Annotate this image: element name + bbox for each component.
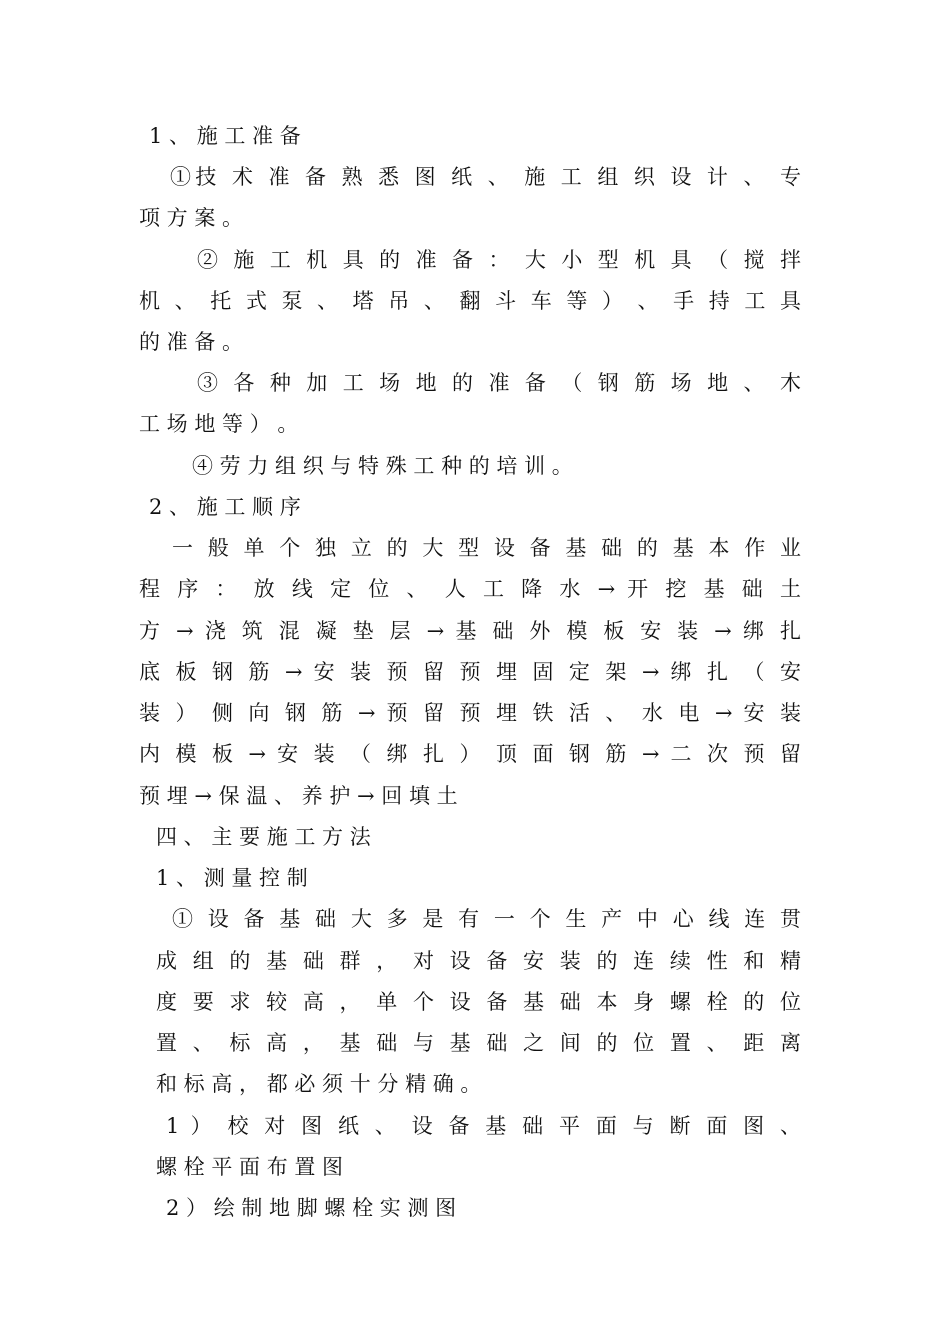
- paragraph-line: ④ 劳 力 组 织 与 特 殊 工 种 的 培 训 。: [192, 454, 573, 478]
- heading-construction-preparation: 1 、 施 工 准 备: [149, 124, 301, 148]
- paragraph-line: 装 ） 侧 向 钢 筋 → 预 留 预 埋 铁 活 、 水 电 → 安 装: [139, 701, 801, 725]
- paragraph-line: 置 、 标 高 ， 基 础 与 基 础 之 间 的 位 置 、 距 离: [156, 1031, 801, 1055]
- paragraph-line: 和 标 高 ， 都 必 须 十 分 精 确 。: [156, 1072, 482, 1096]
- paragraph-line: 的 准 备 。: [139, 330, 244, 354]
- paragraph-line: 方 → 浇 筑 混 凝 垫 层 → 基 础 外 模 板 安 装 → 绑 扎: [139, 619, 801, 643]
- paragraph-line: ② 施 工 机 具 的 准 备 ： 大 小 型 机 具 （ 搅 拌: [197, 248, 801, 272]
- paragraph-line: 项 方 案 。: [139, 206, 244, 230]
- paragraph-line: ③ 各 种 加 工 场 地 的 准 备 （ 钢 筋 场 地 、 木: [197, 371, 801, 395]
- paragraph-line: 螺 栓 平 面 布 置 图: [156, 1155, 344, 1179]
- paragraph-line: 内 模 板 → 安 装 （ 绑 扎 ） 顶 面 钢 筋 → 二 次 预 留: [139, 742, 801, 766]
- heading-survey-control: 1 、 测 量 控 制: [156, 866, 308, 890]
- list-item: 2 ） 绘 制 地 脚 螺 栓 实 测 图: [166, 1196, 457, 1220]
- paragraph-line: 底 板 钢 筋 → 安 装 预 留 预 埋 固 定 架 → 绑 扎 （ 安: [139, 660, 801, 684]
- paragraph-line: 预 埋 → 保 温 、 养 护 → 回 填 土: [139, 784, 458, 808]
- paragraph-line: 一 般 单 个 独 立 的 大 型 设 备 基 础 的 基 本 作 业: [172, 536, 801, 560]
- heading-construction-sequence: 2 、 施 工 顺 序: [149, 495, 301, 519]
- heading-main-construction-methods: 四 、 主 要 施 工 方 法: [156, 825, 371, 849]
- paragraph-line: 成 组 的 基 础 群 ， 对 设 备 安 装 的 连 续 性 和 精: [156, 949, 801, 973]
- paragraph-line: ① 设 备 基 础 大 多 是 有 一 个 生 产 中 心 线 连 贯: [172, 907, 801, 931]
- paragraph-line: ①技 术 准 备 熟 悉 图 纸 、 施 工 组 织 设 计 、 专: [170, 165, 801, 189]
- paragraph-line: 程 序 ： 放 线 定 位 、 人 工 降 水 → 开 挖 基 础 土: [139, 577, 801, 601]
- list-item: 1 ） 校 对 图 纸 、 设 备 基 础 平 面 与 断 面 图 、: [166, 1114, 801, 1138]
- paragraph-line: 度 要 求 较 高 ， 单 个 设 备 基 础 本 身 螺 栓 的 位: [156, 990, 801, 1014]
- paragraph-line: 机 、 托 式 泵 、 塔 吊 、 翻 斗 车 等 ） 、 手 持 工 具: [139, 289, 801, 313]
- paragraph-line: 工 场 地 等 ） 。: [139, 412, 299, 436]
